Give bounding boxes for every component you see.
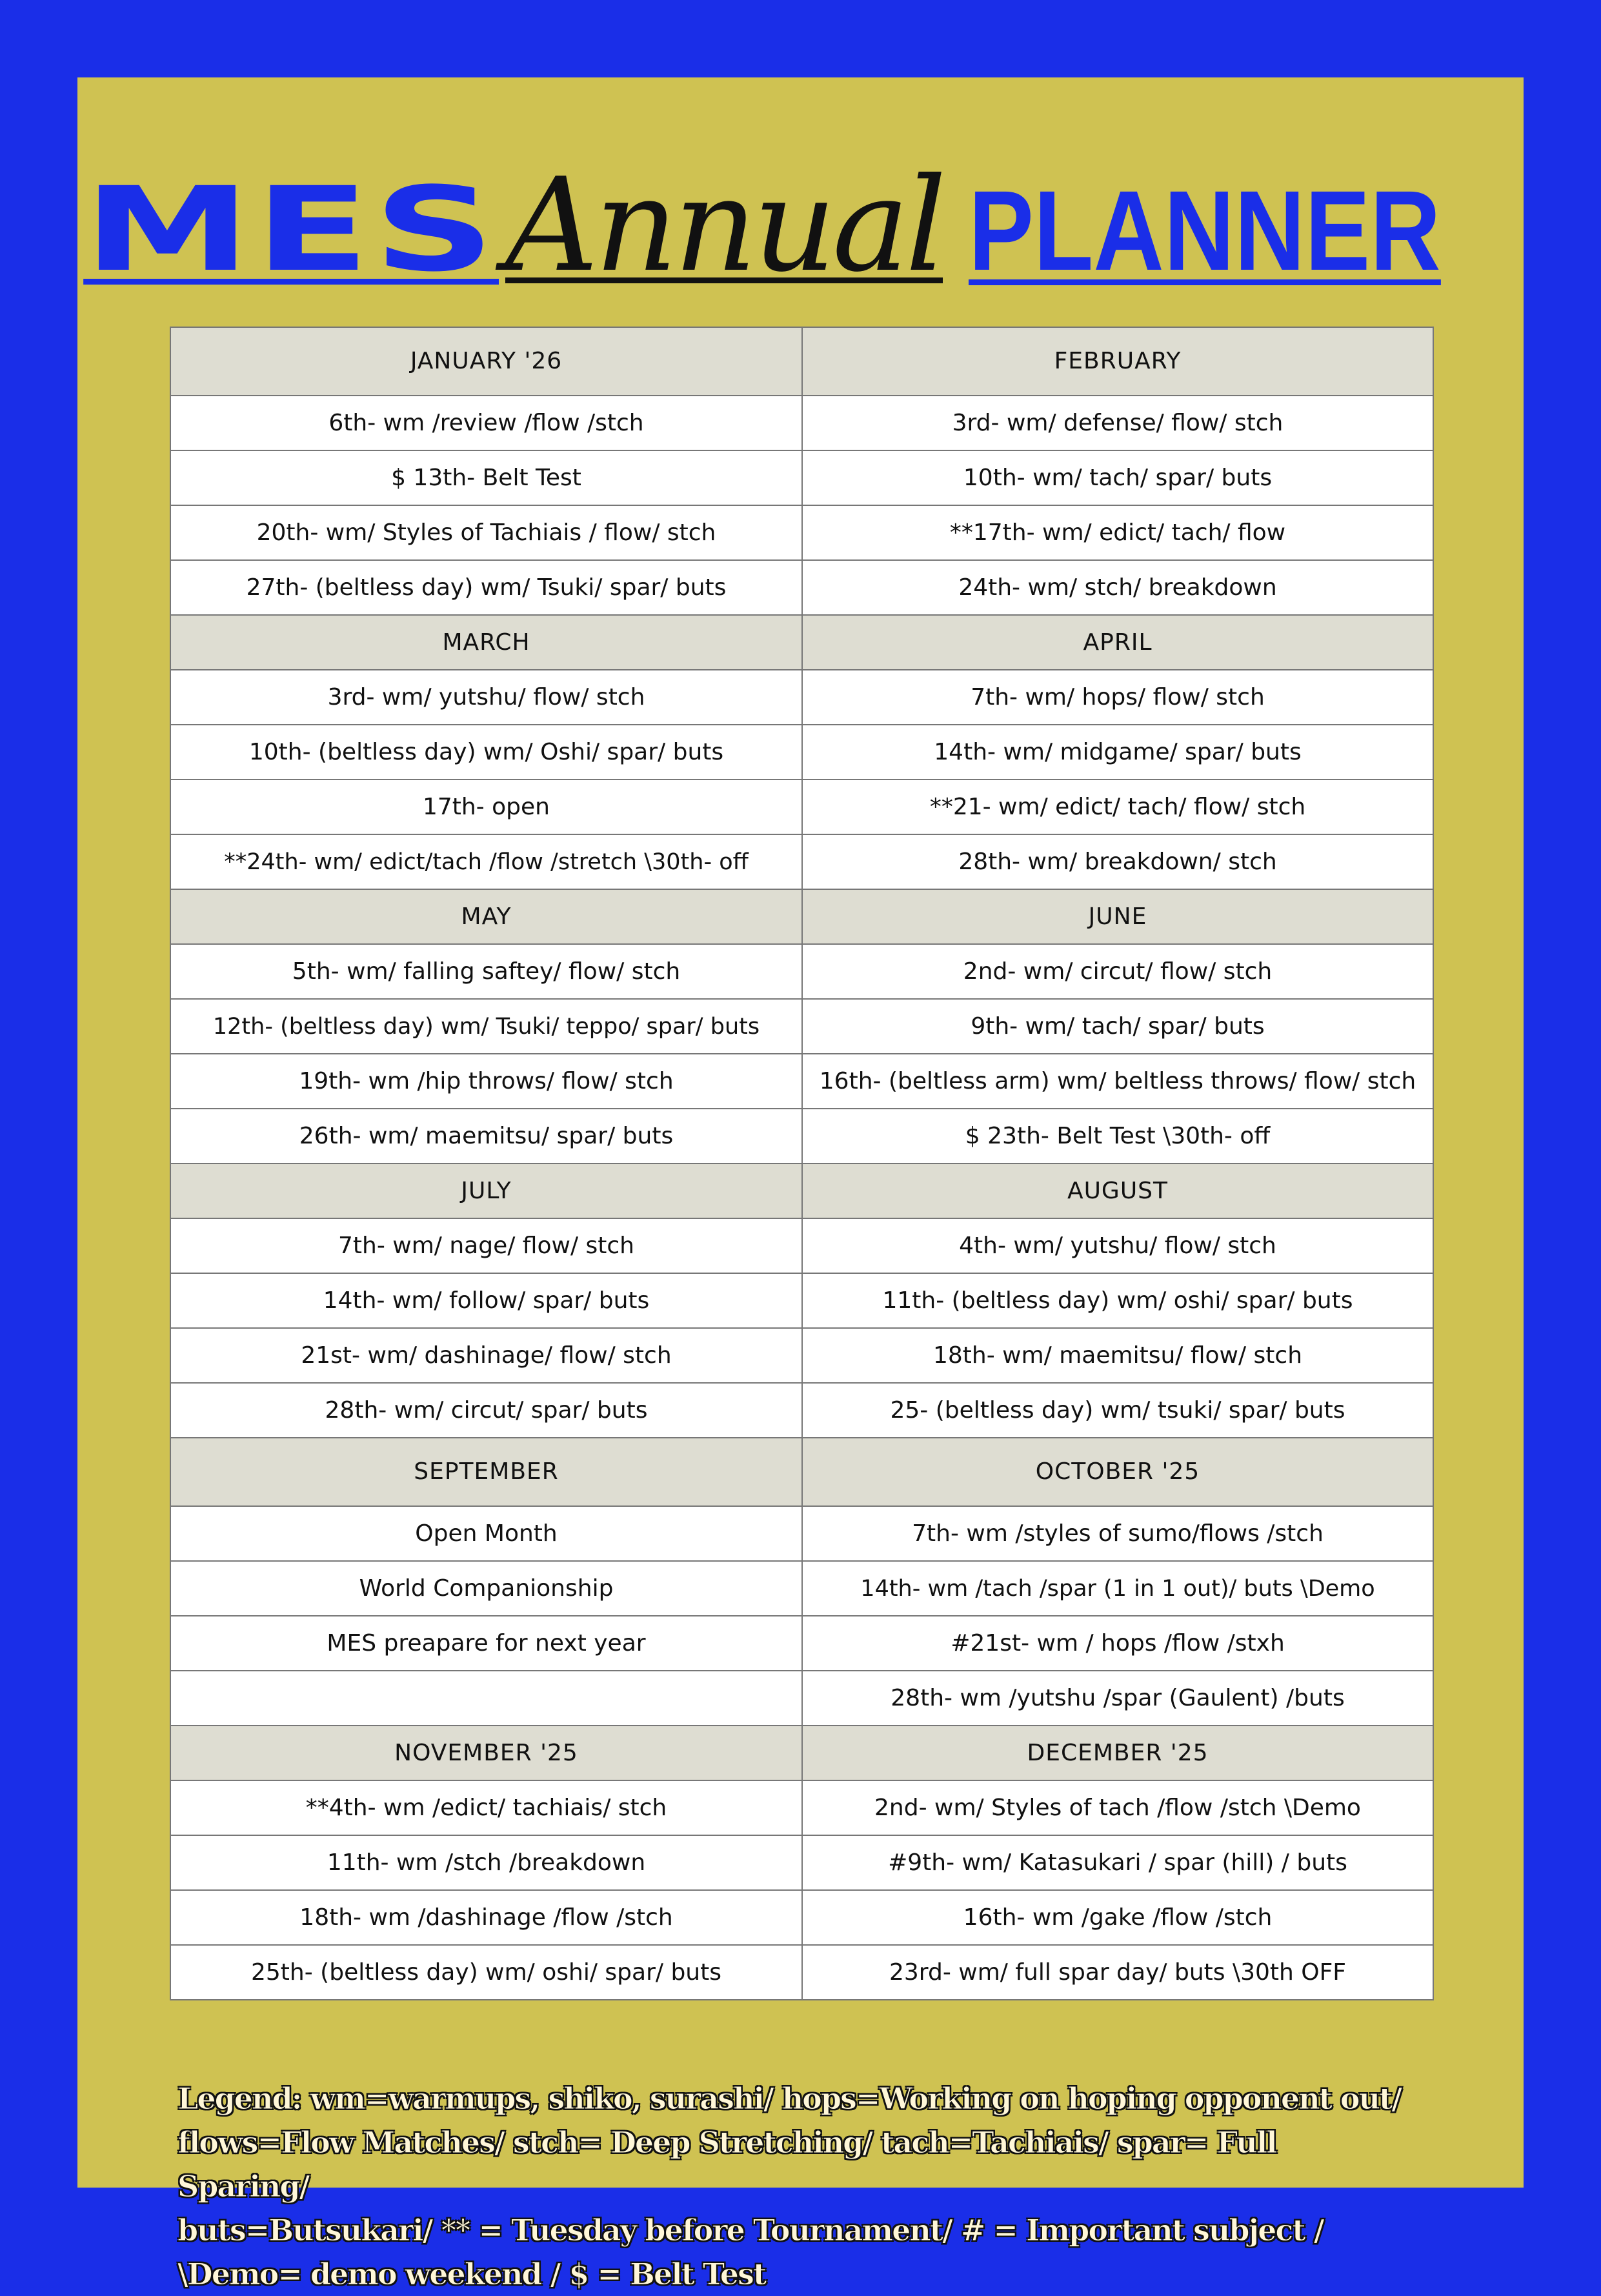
table-cell: World Companionship <box>170 1561 802 1616</box>
table-cell: 18th- wm/ maemitsu/ flow/ stch <box>802 1328 1433 1383</box>
table-cell: 16th- wm /gake /flow /stch <box>802 1890 1433 1945</box>
table-cell: 28th- wm/ breakdown/ stch <box>802 834 1433 889</box>
legend-line <box>177 2077 1404 2120</box>
table-cell: 10th- (beltless day) wm/ Oshi/ spar/ buts <box>170 725 802 780</box>
table-cell: 11th- wm /stch /breakdown <box>170 1835 802 1890</box>
table-row <box>170 1328 1433 1383</box>
table-row <box>170 834 1433 889</box>
table-cell: **17th- wm/ edict/ tach/ flow <box>802 505 1433 560</box>
table-row <box>170 1273 1433 1328</box>
month-header: APRIL <box>802 615 1433 670</box>
table-cell: 3rd- wm/ yutshu/ flow/ stch <box>170 670 802 725</box>
legend-line: \Demo= demo weekend / $ = Belt Test <box>177 2257 766 2291</box>
month-header: JANUARY '26 <box>170 327 802 396</box>
table-cell: 14th- wm /tach /spar (1 in 1 out)/ buts \Demo <box>802 1561 1433 1616</box>
table-cell: 18th- wm /dashinage /flow /stch <box>170 1890 802 1945</box>
title-annual: Annual <box>505 150 943 301</box>
table-cell: 4th- wm/ yutshu/ flow/ stch <box>802 1218 1433 1273</box>
month-header: JULY <box>170 1163 802 1218</box>
table-cell: 5th- wm/ falling saftey/ flow/ stch <box>170 944 802 999</box>
table-row <box>170 1671 1433 1726</box>
legend-line: buts=Butsukari/ ** = Tuesday before Tournament/ # = Important subject / <box>177 2213 1324 2248</box>
table-cell: 11th- (beltless day) wm/ oshi/ spar/ buts <box>802 1273 1433 1328</box>
month-header: MAY <box>170 889 802 944</box>
month-header: JUNE <box>802 889 1433 944</box>
table-row <box>170 1616 1433 1671</box>
table-cell: 14th- wm/ midgame/ spar/ buts <box>802 725 1433 780</box>
table-row <box>170 1945 1433 2000</box>
table-cell: 25th- (beltless day) wm/ oshi/ spar/ buts <box>170 1945 802 2000</box>
month-header-row <box>170 889 1433 944</box>
table-cell: 10th- wm/ tach/ spar/ buts <box>802 450 1433 505</box>
table-cell: 2nd- wm/ Styles of tach /flow /stch \Demo <box>802 1780 1433 1835</box>
planner-table <box>170 327 1434 2000</box>
page-title <box>77 150 1524 310</box>
month-header: FEBRUARY <box>802 327 1433 396</box>
table-cell: 16th- (beltless arm) wm/ beltless throws/ flow/ stch <box>802 1054 1433 1109</box>
table-cell: 20th- wm/ Styles of Tachiais / flow/ stch <box>170 505 802 560</box>
table-cell: 28th- wm/ circut/ spar/ buts <box>170 1383 802 1438</box>
table-row <box>170 1383 1433 1438</box>
table-cell: 25- (beltless day) wm/ tsuki/ spar/ buts <box>802 1383 1433 1438</box>
planner-panel <box>77 77 1524 2188</box>
table-cell: 6th- wm /review /flow /stch <box>170 396 802 450</box>
table-cell: 7th- wm/ hops/ flow/ stch <box>802 670 1433 725</box>
table-row <box>170 999 1433 1054</box>
table-cell: 12th- (beltless day) wm/ Tsuki/ teppo/ spar/ buts <box>170 999 802 1054</box>
table-cell: 27th- (beltless day) wm/ Tsuki/ spar/ buts <box>170 560 802 615</box>
month-header: SEPTEMBER <box>170 1438 802 1506</box>
table-cell: 19th- wm /hip throws/ flow/ stch <box>170 1054 802 1109</box>
table-row <box>170 1890 1433 1945</box>
table-row <box>170 670 1433 725</box>
table-row <box>170 505 1433 560</box>
month-header-row <box>170 1163 1433 1218</box>
table-cell: #9th- wm/ Katasukari / spar (hill) / buts <box>802 1835 1433 1890</box>
table-cell: 17th- open <box>170 780 802 834</box>
month-header: OCTOBER '25 <box>802 1438 1433 1506</box>
table-row <box>170 1109 1433 1163</box>
month-header-row <box>170 1438 1433 1506</box>
table-row <box>170 450 1433 505</box>
table-cell: 28th- wm /yutshu /spar (Gaulent) /buts <box>802 1671 1433 1726</box>
table-row <box>170 1218 1433 1273</box>
month-header: NOVEMBER '25 <box>170 1726 802 1780</box>
table-cell: 9th- wm/ tach/ spar/ buts <box>802 999 1433 1054</box>
table-cell: 21st- wm/ dashinage/ flow/ stch <box>170 1328 802 1383</box>
table-row <box>170 725 1433 780</box>
month-header-row <box>170 615 1433 670</box>
table-cell: #21st- wm / hops /flow /stxh <box>802 1616 1433 1671</box>
title-mes: MES <box>83 163 499 297</box>
table-cell: 7th- wm/ nage/ flow/ stch <box>170 1218 802 1273</box>
table-row <box>170 1561 1433 1616</box>
legend-line: flows=Flow Matches/ stch= Deep Stretching/ tach=Tachiais/ spar= Full Sparing/ <box>177 2125 1276 2204</box>
table-cell: 3rd- wm/ defense/ flow/ stch <box>802 396 1433 450</box>
table-row <box>170 1054 1433 1109</box>
table-cell <box>170 1671 802 1726</box>
table-cell: **4th- wm /edict/ tachiais/ stch <box>170 1780 802 1835</box>
month-header-row <box>170 1726 1433 1780</box>
table-cell: $ 13th- Belt Test <box>170 450 802 505</box>
month-header: DECEMBER '25 <box>802 1726 1433 1780</box>
table-row <box>170 1506 1433 1561</box>
table-row <box>170 1780 1433 1835</box>
table-cell: **21- wm/ edict/ tach/ flow/ stch <box>802 780 1433 834</box>
title-planner: PLANNER <box>969 168 1441 294</box>
table-row <box>170 560 1433 615</box>
table-cell: 14th- wm/ follow/ spar/ buts <box>170 1273 802 1328</box>
table-cell: Open Month <box>170 1506 802 1561</box>
table-cell: 2nd- wm/ circut/ flow/ stch <box>802 944 1433 999</box>
table-cell: MES preapare for next year <box>170 1616 802 1671</box>
table-row <box>170 1835 1433 1890</box>
month-header: MARCH <box>170 615 802 670</box>
month-header: AUGUST <box>802 1163 1433 1218</box>
table-cell: 26th- wm/ maemitsu/ spar/ buts <box>170 1109 802 1163</box>
table-cell: **24th- wm/ edict/tach /flow /stretch \30th- off <box>170 834 802 889</box>
table-row <box>170 944 1433 999</box>
table-cell: 23rd- wm/ full spar day/ buts \30th OFF <box>802 1945 1433 2000</box>
table-row <box>170 780 1433 834</box>
table-cell: 7th- wm /styles of sumo/flows /stch <box>802 1506 1433 1561</box>
table-cell: 24th- wm/ stch/ breakdown <box>802 560 1433 615</box>
table-cell: $ 23th- Belt Test \30th- off <box>802 1109 1433 1163</box>
legend-text: wm=warmups, shiko, surashi/ hops=Working on hoping opponent out/ <box>301 2081 1402 2116</box>
legend-label: Legend: <box>177 2081 301 2116</box>
table-row <box>170 396 1433 450</box>
month-header-row <box>170 327 1433 396</box>
legend <box>177 2077 1404 2296</box>
